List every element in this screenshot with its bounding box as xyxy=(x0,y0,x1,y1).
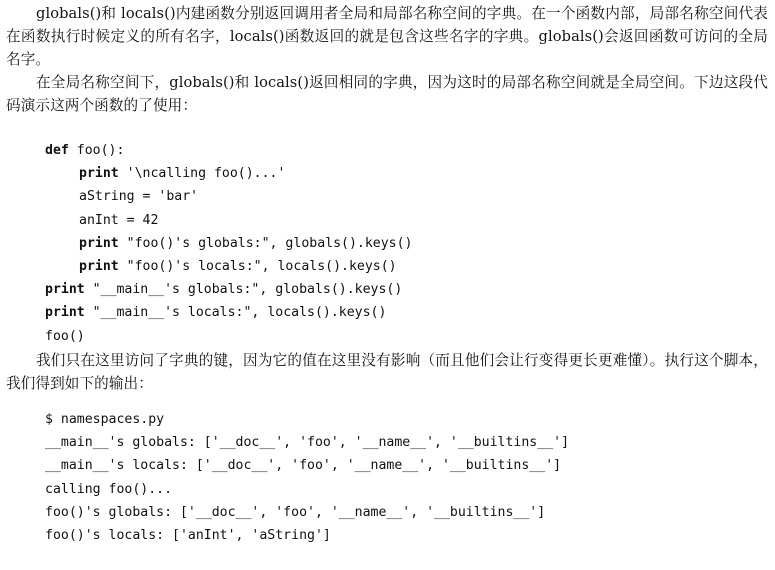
code-line xyxy=(45,139,412,162)
code-keyword: print xyxy=(45,282,85,298)
code-text: "__main__'s globals:", globals().keys() xyxy=(84,282,403,298)
output-line: foo()'s globals: ['__doc__', 'foo', '__name__', '__builtins__'] xyxy=(45,504,546,520)
output-line: foo()'s locals: ['anInt', 'aString'] xyxy=(45,527,331,543)
output-line: __main__'s locals: ['__doc__', 'foo', '__name__', '__builtins__'] xyxy=(45,458,562,474)
output-line: calling foo()... xyxy=(45,481,173,497)
code-line xyxy=(45,185,412,208)
code-text: '\ncalling foo()...' xyxy=(118,166,286,182)
paragraph-output-intro: 我们只在这里访问了字典的键，因为它的值在这里没有影响（而且他们会让行变得更长更难懂）。执行这个脚本，我们得到如下的输出： xyxy=(6,352,768,392)
code-text: foo(): xyxy=(68,143,125,158)
code-text: foo() xyxy=(45,328,85,344)
code-line xyxy=(45,209,412,232)
paragraph-globals-locals: globals()和 locals()内建函数分别返回调用者全局和局部名称空间的字典。在一个函数内部，局部名称空间代表在函数执行时候定义的所有名字，locals()函数返回的就是包含这些名字的字典。globals()会返回函数可访问的全局名字。 xyxy=(6,5,768,68)
code-text: "__main__'s locals:", locals().keys() xyxy=(84,305,387,321)
output-listing xyxy=(45,408,569,547)
code-keyword: print xyxy=(79,166,119,182)
code-line xyxy=(45,255,412,278)
code-line xyxy=(45,232,412,255)
code-keyword: print xyxy=(79,235,119,251)
code-text: "foo()'s locals:", locals().keys() xyxy=(118,258,397,274)
code-listing xyxy=(45,139,412,348)
intro-section xyxy=(6,2,768,117)
output-line: $ namespaces.py xyxy=(45,412,165,427)
code-text: aString = 'bar' xyxy=(79,189,199,205)
code-keyword: def xyxy=(45,143,69,158)
output-line: __main__'s globals: ['__doc__', 'foo', '__name__', '__builtins__'] xyxy=(45,435,570,451)
code-line xyxy=(45,325,412,348)
code-text: anInt = 42 xyxy=(79,212,159,228)
code-line xyxy=(45,278,412,301)
code-line xyxy=(45,162,412,185)
code-text: "foo()'s globals:", globals().keys() xyxy=(118,235,413,251)
explanation-section xyxy=(6,349,768,395)
code-keyword: print xyxy=(45,305,85,321)
code-line xyxy=(45,301,412,324)
paragraph-global-namespace: 在全局名称空间下，globals()和 locals()返回相同的字典，因为这时的局部名称空间就是全局空间。下边这段代码演示这两个函数的了使用： xyxy=(6,74,768,114)
code-keyword: print xyxy=(79,258,119,274)
